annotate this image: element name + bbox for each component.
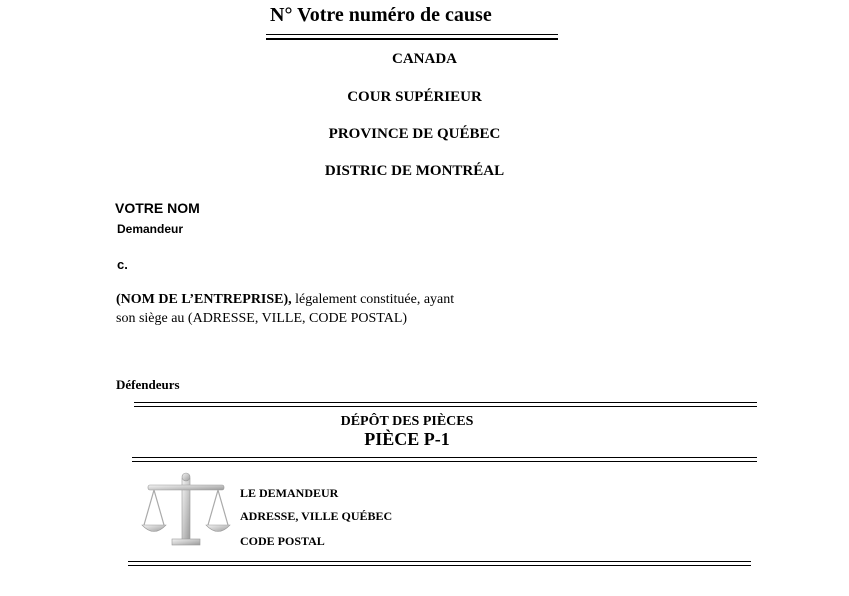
defendant-desc-2: son siège au (ADRESSE, VILLE, CODE POSTAL): [116, 311, 408, 326]
scales-of-justice-icon: [140, 470, 232, 550]
exhibit-title: PIÈCE P-1: [364, 429, 450, 449]
title-rule-top: [266, 34, 558, 35]
footer-line-1: LE DEMANDEUR: [240, 486, 339, 500]
versus-label: c.: [117, 257, 128, 272]
defendant-name: (NOM DE L’ENTREPRISE),: [116, 292, 292, 307]
exhibit-rule-mid-2: [132, 461, 757, 462]
exhibit-rule-top-1: [134, 402, 757, 403]
footer-rule-2: [128, 565, 751, 566]
footer-rule-1: [128, 561, 751, 562]
exhibit-subtitle: DÉPÔT DES PIÈCES: [340, 414, 474, 429]
exhibit-rule-mid-1: [132, 457, 757, 458]
defendant-block: [116, 290, 516, 328]
plaintiff-name: VOTRE NOM: [115, 200, 200, 216]
plaintiff-role: Demandeur: [117, 222, 184, 236]
court-heading: COUR SUPÉRIEUR: [347, 89, 482, 105]
defendant-desc-1: légalement constituée, ayant: [291, 292, 455, 307]
province-heading: PROVINCE DE QUÉBEC: [328, 126, 501, 142]
footer-line-2: ADRESSE, VILLE QUÉBEC: [240, 509, 393, 523]
title-rule-bottom: [266, 38, 558, 40]
case-number-title: N° Votre numéro de cause: [270, 4, 492, 26]
defendant-role: Défendeurs: [116, 377, 180, 392]
footer-line-3: CODE POSTAL: [240, 534, 325, 548]
exhibit-rule-top-2: [134, 406, 757, 407]
country-heading: CANADA: [392, 51, 457, 67]
district-heading: DISTRIC DE MONTRÉAL: [324, 163, 505, 179]
